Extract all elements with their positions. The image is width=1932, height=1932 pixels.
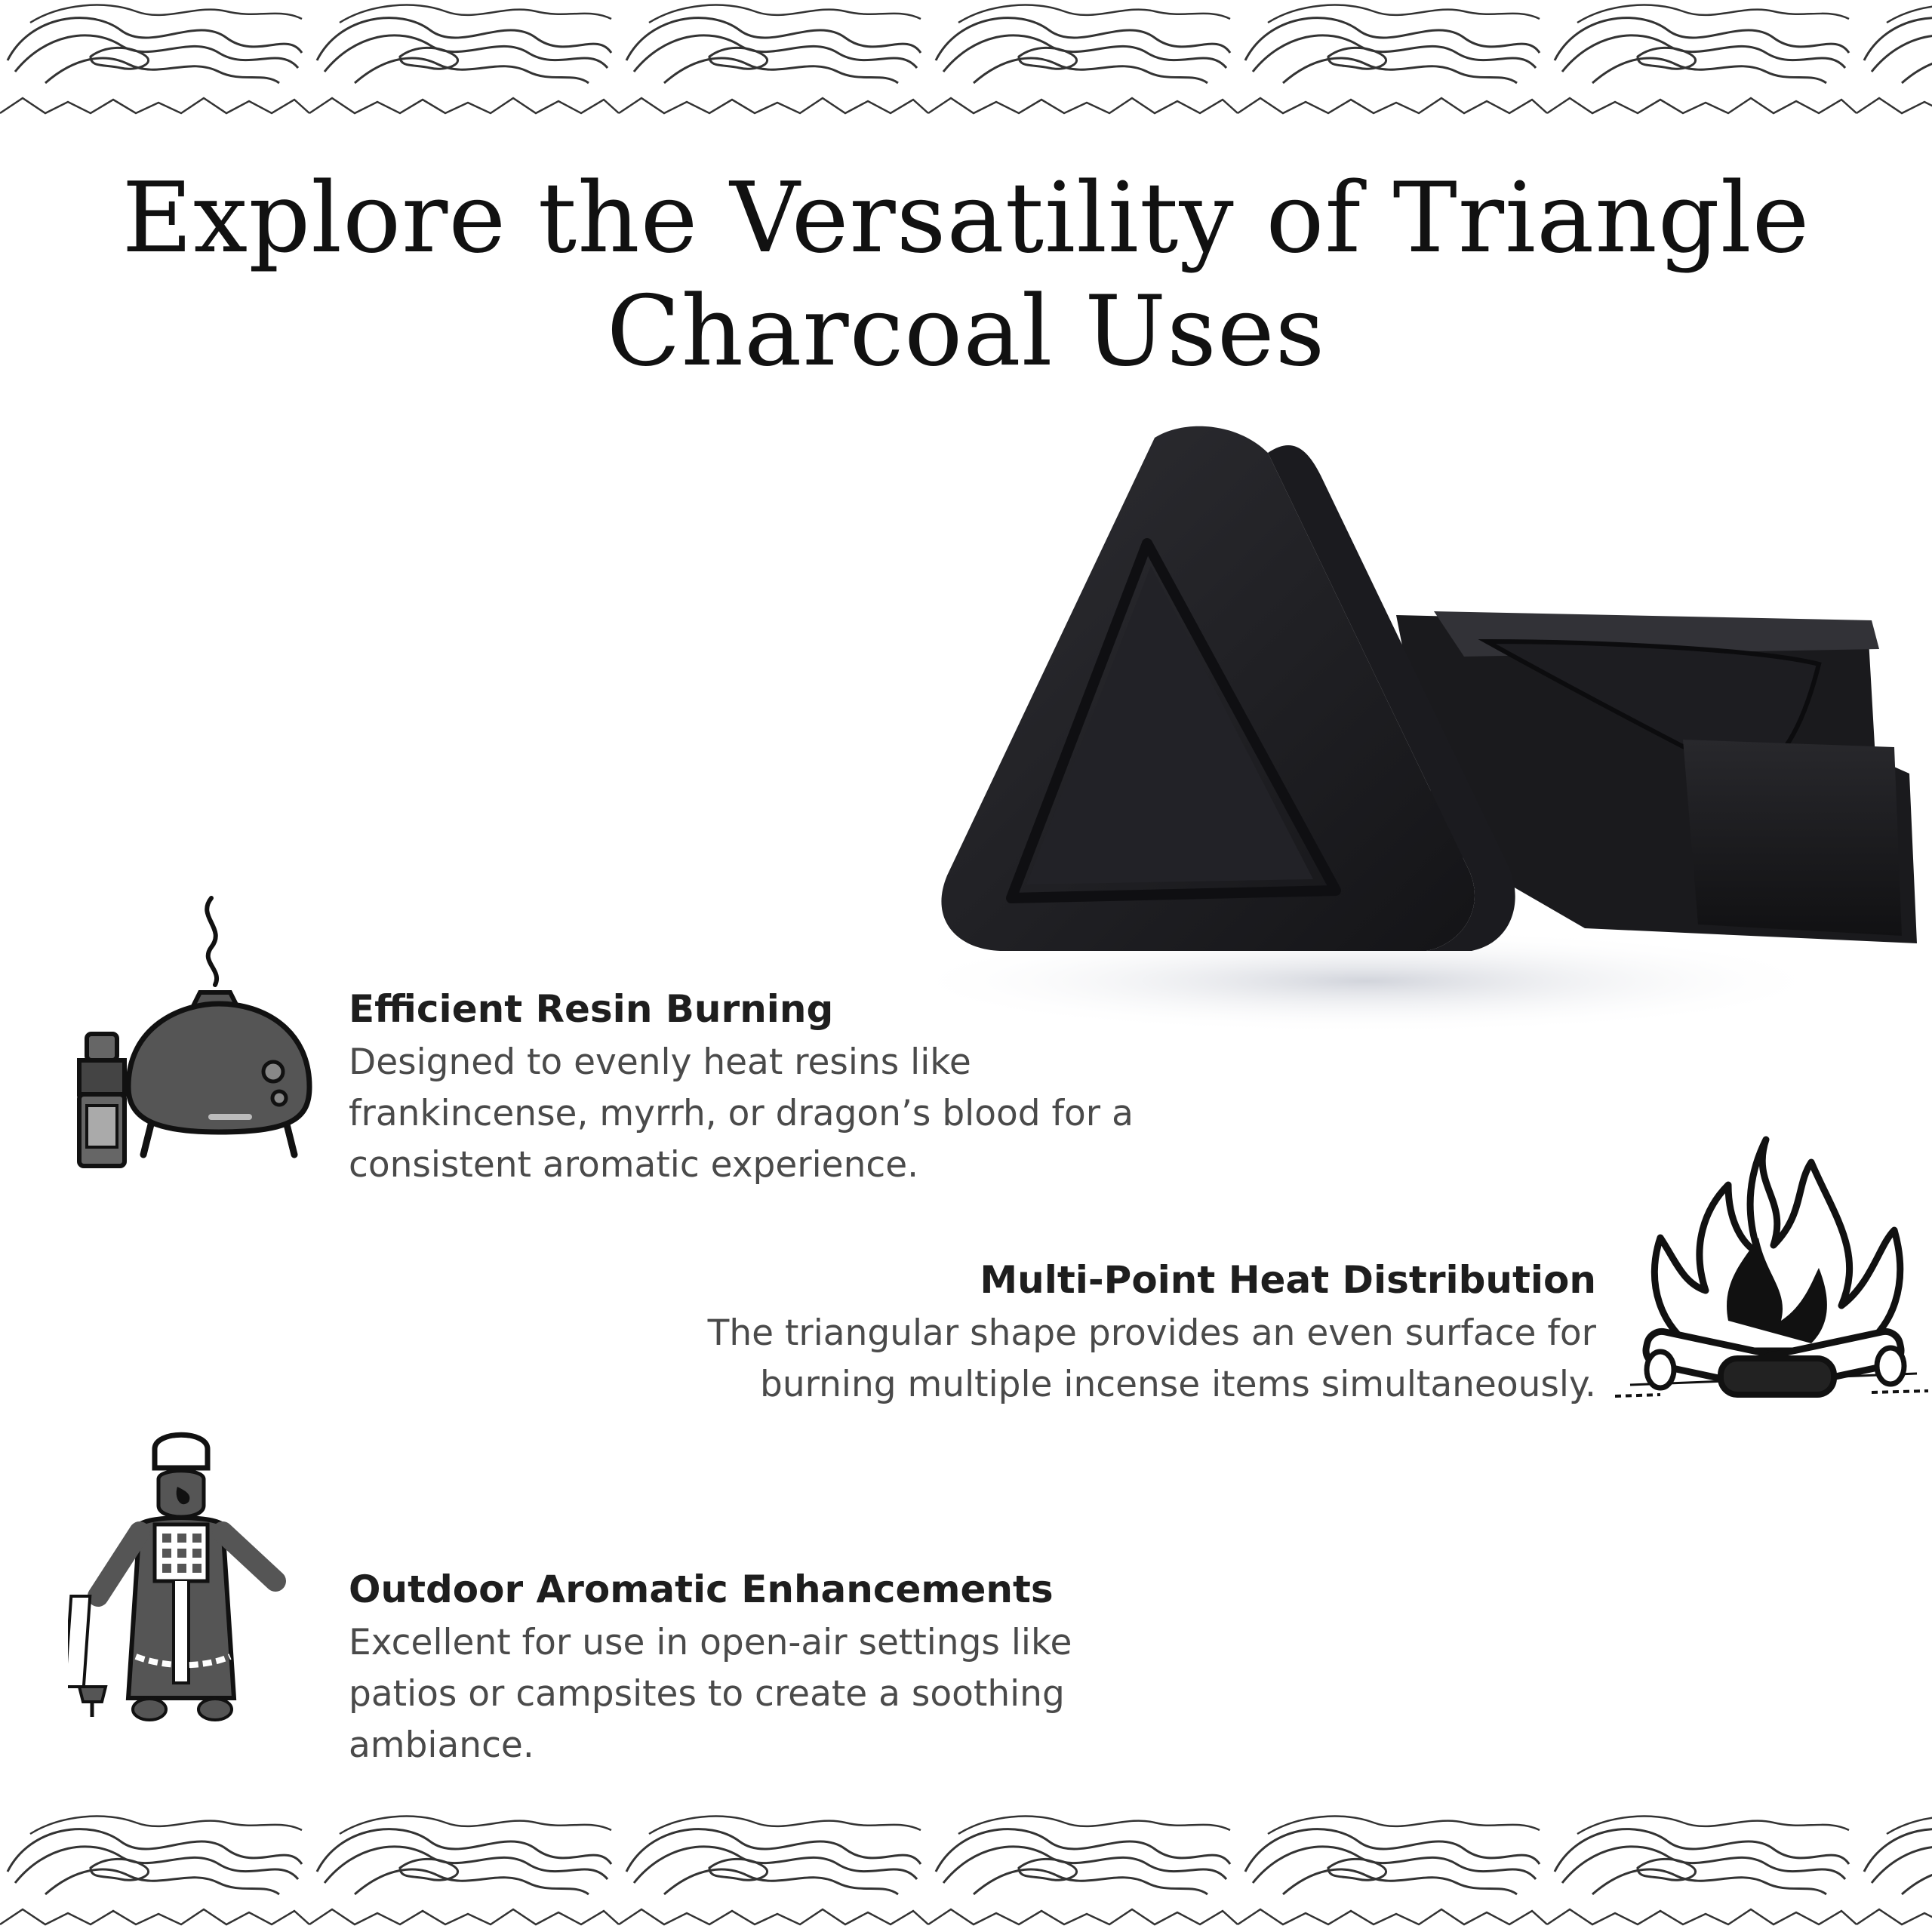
feature-body: Excellent for use in open-air settings like patios or campsites to create a soothing ambiance. xyxy=(349,1622,1072,1766)
priest-censer-icon xyxy=(68,1426,317,1751)
feature-body: Designed to evenly heat resins like frankincense, myrrh, or dragon’s blood for a consistent aromatic experience. xyxy=(349,1041,1134,1186)
feature-heading: Multi-Point Heat Distribution xyxy=(980,1258,1596,1302)
campfire-icon xyxy=(1615,1132,1932,1426)
feature-outdoor-aromatic xyxy=(349,1566,1179,1771)
feature-heading: Outdoor Aromatic Enhancements xyxy=(349,1567,1054,1611)
bottom-decorative-border xyxy=(0,1811,1932,1932)
page-title: Explore the Versatility of Triangle Charcoal Uses xyxy=(122,162,1810,388)
triangle-charcoal-image xyxy=(913,423,1932,1057)
feature-resin-burning xyxy=(349,986,1179,1191)
feature-heading: Efficient Resin Burning xyxy=(349,987,834,1031)
top-decorative-border xyxy=(0,0,1932,121)
feature-heat-distribution xyxy=(679,1257,1596,1411)
feature-body: The triangular shape provides an even surface for burning multiple incense items simultaneously. xyxy=(707,1312,1596,1405)
diffuser-icon xyxy=(68,891,317,1177)
